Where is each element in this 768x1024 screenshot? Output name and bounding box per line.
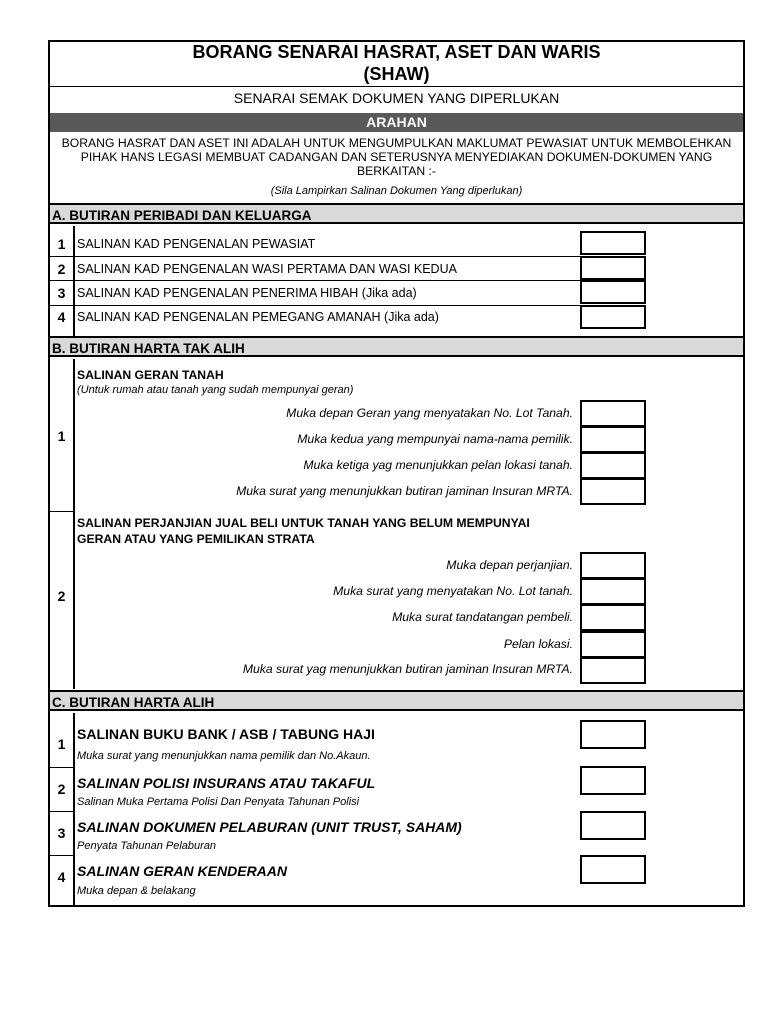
document-line: Muka depan perjanjian. bbox=[446, 558, 573, 572]
item-number: 1 bbox=[57, 736, 66, 752]
item-number: 1 bbox=[57, 428, 66, 444]
item-label: SALINAN KAD PENGENALAN PEWASIAT bbox=[77, 237, 316, 251]
row-divider bbox=[50, 280, 582, 281]
row-divider bbox=[50, 256, 582, 257]
item-number: 2 bbox=[57, 588, 66, 604]
row-divider bbox=[50, 855, 74, 856]
item-label: SALINAN KAD PENGENALAN PENERIMA HIBAH (Jika ada) bbox=[77, 286, 417, 300]
section-c-header: C. BUTIRAN HARTA ALIH bbox=[50, 690, 743, 711]
document-line: Muka kedua yang mempunyai nama-nama pemilik. bbox=[297, 432, 573, 446]
item-number: 3 bbox=[57, 825, 66, 841]
checkbox[interactable] bbox=[580, 720, 646, 749]
item-subtext: Penyata Tahunan Pelaburan bbox=[77, 840, 217, 852]
document-line: Muka surat yag menunjukkan butiran jaminan Insuran MRTA. bbox=[242, 662, 573, 676]
item-subtext: Muka depan & belakang bbox=[77, 885, 196, 897]
item-number: 4 bbox=[57, 869, 66, 885]
checkbox[interactable] bbox=[580, 256, 646, 280]
form-title-abbr: (SHAW) bbox=[363, 64, 430, 84]
item-heading: SALINAN BUKU BANK / ASB / TABUNG HAJI bbox=[77, 726, 375, 742]
item-number: 2 bbox=[57, 261, 66, 277]
item-number: 1 bbox=[57, 236, 66, 252]
item-heading: SALINAN GERAN KENDERAAN bbox=[77, 863, 288, 879]
row-divider bbox=[50, 811, 74, 812]
checkbox[interactable] bbox=[580, 604, 646, 631]
item-heading: SALINAN DOKUMEN PELABURAN (UNIT TRUST, SAHAM) bbox=[77, 819, 462, 835]
item-label: SALINAN KAD PENGENALAN WASI PERTAMA DAN WASI KEDUA bbox=[77, 262, 457, 276]
row-divider bbox=[50, 305, 582, 306]
form-title: BORANG SENARAI HASRAT, ASET DAN WARIS bbox=[192, 42, 601, 62]
document-line: Muka ketiga yag menunjukkan pelan lokasi tanah. bbox=[303, 458, 573, 472]
item-heading: SALINAN POLISI INSURANS ATAU TAKAFUL bbox=[77, 775, 376, 791]
row-divider bbox=[50, 511, 74, 512]
document-line: Muka depan Geran yang menyatakan No. Lot Tanah. bbox=[286, 406, 573, 420]
checkbox[interactable] bbox=[580, 578, 646, 605]
document-line: Muka surat tandatangan pembeli. bbox=[392, 610, 573, 624]
item-subtext: Salinan Muka Pertama Polisi Dan Penyata Tahunan Polisi bbox=[77, 796, 360, 808]
item-subtext: Muka surat yang menunjukkan nama pemilik dan No.Akaun. bbox=[77, 750, 371, 762]
checkbox[interactable] bbox=[580, 280, 646, 304]
checkbox[interactable] bbox=[580, 766, 646, 795]
intro-text: BORANG HASRAT DAN ASET INI ADALAH UNTUK MENGUMPULKAN MAKLUMAT PEWASIAT UNTUK MEMBOLEHKAN PIHAK HANS LEGASI MEMBUAT CADANGAN DAN SETERUSNYA MENYEDIAKAN DOKUMEN-DOKUMEN YANG BERKAITAN :- bbox=[61, 136, 732, 178]
checkbox[interactable] bbox=[580, 657, 646, 684]
arahan-banner: ARAHAN bbox=[50, 113, 743, 132]
item-heading: SALINAN GERAN TANAH bbox=[77, 368, 224, 382]
item-label: SALINAN KAD PENGENALAN PEMEGANG AMANAH (Jika ada) bbox=[77, 310, 439, 324]
item-heading-cont: GERAN ATAU YANG PEMILIKAN STRATA bbox=[77, 532, 315, 546]
item-number: 3 bbox=[57, 285, 66, 301]
checkbox[interactable] bbox=[580, 855, 646, 884]
attachment-note: (Sila Lampirkan Salinan Dokumen Yang diperlukan) bbox=[270, 185, 523, 197]
item-number: 2 bbox=[57, 781, 66, 797]
checkbox[interactable] bbox=[580, 305, 646, 329]
checkbox[interactable] bbox=[580, 811, 646, 840]
form-subtitle: SENARAI SEMAK DOKUMEN YANG DIPERLUKAN bbox=[233, 90, 560, 106]
checkbox[interactable] bbox=[580, 400, 646, 427]
number-column bbox=[50, 359, 75, 689]
section-b-header: B. BUTIRAN HARTA TAK ALIH bbox=[50, 336, 743, 357]
row-divider bbox=[50, 767, 74, 768]
checkbox[interactable] bbox=[580, 631, 646, 658]
divider bbox=[50, 86, 743, 87]
checkbox[interactable] bbox=[580, 552, 646, 579]
checkbox[interactable] bbox=[580, 478, 646, 505]
checkbox[interactable] bbox=[580, 452, 646, 479]
item-heading: SALINAN PERJANJIAN JUAL BELI UNTUK TANAH YANG BELUM MEMPUNYAI bbox=[77, 516, 530, 530]
item-subtext: (Untuk rumah atau tanah yang sudah mempunyai geran) bbox=[77, 384, 354, 396]
section-a-header: A. BUTIRAN PERIBADI DAN KELUARGA bbox=[50, 203, 743, 224]
document-line: Muka surat yang menyatakan No. Lot tanah. bbox=[333, 584, 573, 598]
item-number: 4 bbox=[57, 309, 66, 325]
checkbox[interactable] bbox=[580, 426, 646, 453]
document-line: Pelan lokasi. bbox=[503, 637, 573, 651]
shaw-form bbox=[48, 40, 745, 907]
checkbox[interactable] bbox=[580, 231, 646, 255]
document-line: Muka surat yang menunjukkan butiran jaminan Insuran MRTA. bbox=[236, 484, 573, 498]
